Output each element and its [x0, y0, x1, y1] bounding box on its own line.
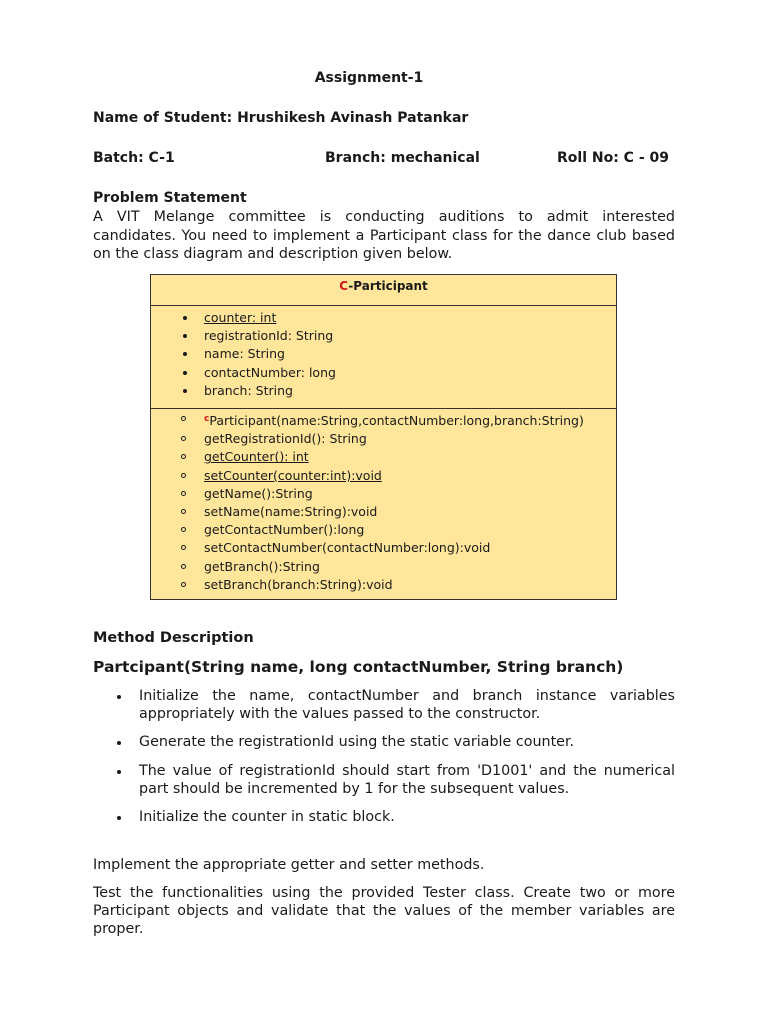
- tester-paragraph: Test the functionalities using the provided Tester class. Create two or more Participant objects and validate that the values of the member variables are proper.: [93, 885, 675, 938]
- method-item: setName(name:String):void: [151, 503, 616, 521]
- attribute-item: counter: int: [151, 309, 616, 327]
- bullet-item: The value of registrationId should start from 'D1001' and the numerical part should be incremented by 1 for the subsequent values.: [93, 762, 675, 798]
- roll-label: Roll No: C - 09: [557, 150, 669, 166]
- method-description-heading: Method Description: [93, 630, 254, 646]
- method-item: setContactNumber(contactNumber:long):void: [151, 539, 616, 557]
- bullet-item: Generate the registrationId using the static variable counter.: [93, 733, 675, 751]
- getter-setter-paragraph: Implement the appropriate getter and setter methods.: [93, 857, 485, 873]
- branch-label: Branch: mechanical: [325, 150, 480, 166]
- class-marker: C: [339, 279, 349, 293]
- method-item: getRegistrationId(): String: [151, 430, 616, 448]
- attribute-item: registrationId: String: [151, 327, 616, 345]
- method-item: getCounter(): int: [151, 448, 616, 466]
- uml-class-diagram: [150, 274, 617, 600]
- attribute-item: name: String: [151, 345, 616, 363]
- method-item: setBranch(branch:String):void: [151, 576, 616, 594]
- method-item: getBranch():String: [151, 558, 616, 576]
- attribute-item: contactNumber: long: [151, 364, 616, 382]
- method-item: $^c$Participant(name:String,contactNumber:long,branch:String): [151, 410, 616, 430]
- problem-statement-text: A VIT Melange committee is conducting auditions to admit interested candidates. You need to implement a Participant class for the dance club based on the class diagram and description given below.: [93, 209, 675, 262]
- bullet-item: Initialize the name, contactNumber and branch instance variables appropriately with the values passed to the constructor.: [93, 687, 675, 723]
- uml-methods: [151, 409, 616, 594]
- uml-attributes: [151, 306, 616, 409]
- constructor-heading: Partcipant(String name, long contactNumber, String branch): [93, 658, 624, 676]
- method-item: getName():String: [151, 485, 616, 503]
- method-item: setCounter(counter:int):void: [151, 467, 616, 485]
- student-name: Name of Student: Hrushikesh Avinash Patankar: [93, 110, 469, 126]
- constructor-marker: c: [204, 414, 210, 424]
- constructor-bullets: [93, 687, 675, 836]
- uml-class-header: [151, 275, 616, 306]
- method-item: getContactNumber():long: [151, 521, 616, 539]
- class-name: -Participant: [348, 279, 428, 293]
- attribute-item: branch: String: [151, 382, 616, 400]
- problem-statement-heading: Problem Statement: [93, 190, 247, 206]
- assignment-title: Assignment-1: [314, 70, 424, 86]
- bullet-item: Initialize the counter in static block.: [93, 808, 675, 826]
- batch-label: Batch: C-1: [93, 150, 175, 166]
